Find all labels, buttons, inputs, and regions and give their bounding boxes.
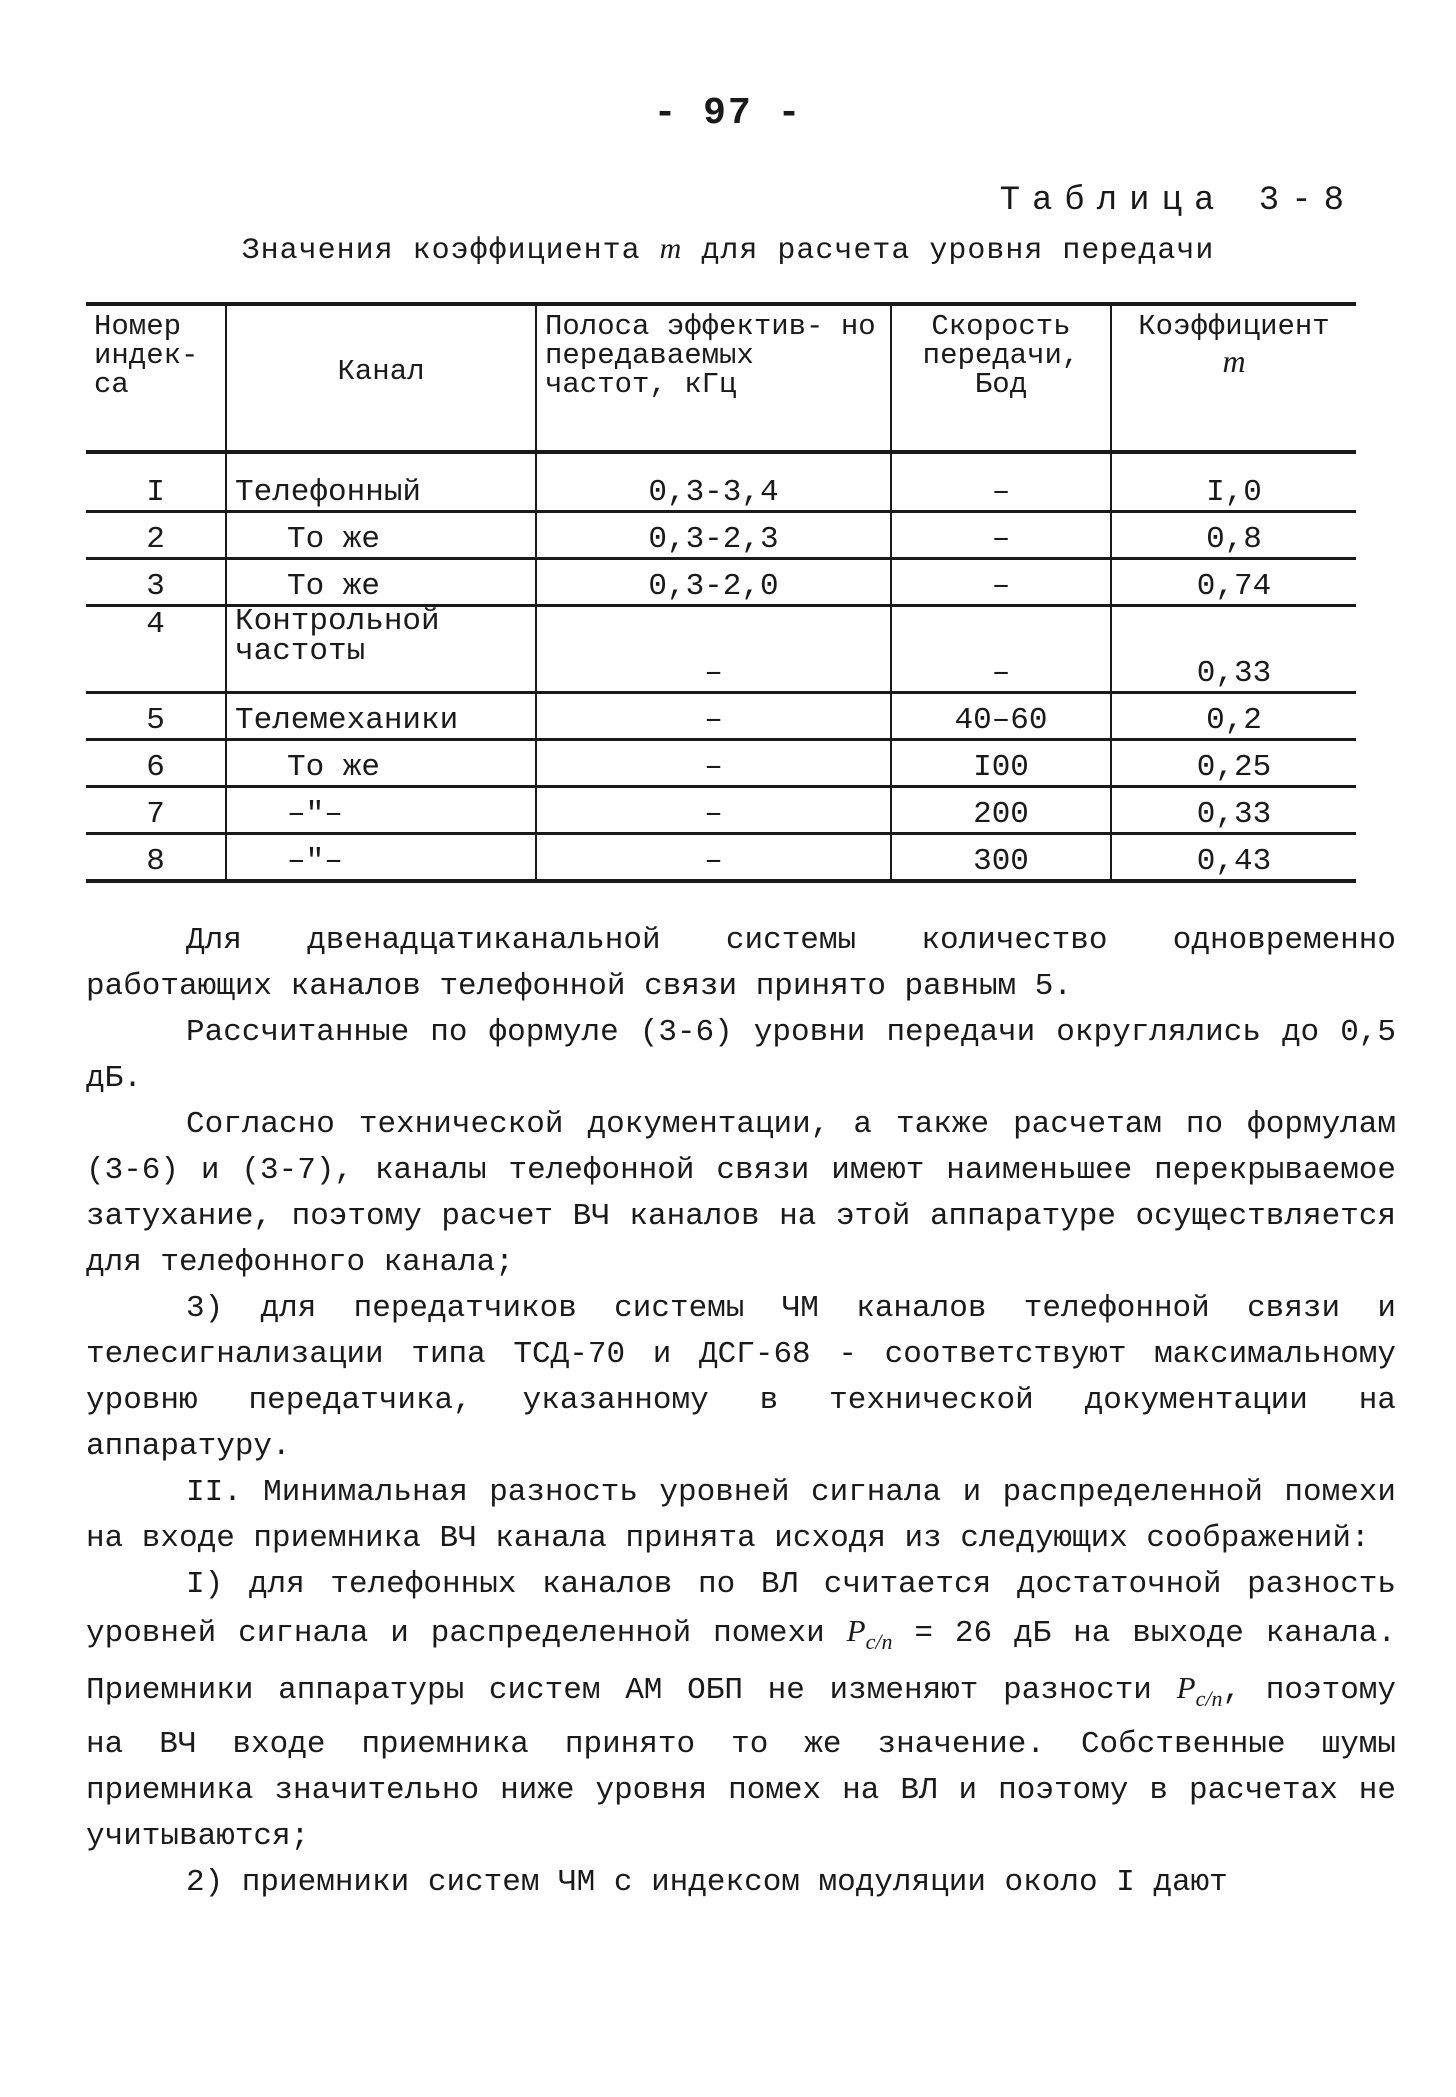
cell-index: 8 xyxy=(86,834,226,882)
header-coef xyxy=(1111,304,1356,452)
cell-speed: – xyxy=(891,452,1111,512)
paragraph: 2) приемники систем ЧМ с индексом модуляции около I дают xyxy=(186,1865,1228,1900)
cell-band: 0,3-2,3 xyxy=(536,512,891,559)
cell-index: 5 xyxy=(86,693,226,740)
header-coef-text: Коэффициент xyxy=(1138,310,1330,343)
header-band: Полоса эффектив- но передаваемых частот, кГц xyxy=(536,304,891,452)
cell-band: 0,3-3,4 xyxy=(536,452,891,512)
table-row xyxy=(86,452,1356,512)
cell-index: 4 xyxy=(86,606,226,693)
formula-subscript: c/n xyxy=(1195,1686,1223,1711)
header-coef-symbol: m xyxy=(1222,343,1246,379)
paragraph xyxy=(86,1562,1396,1860)
cell-channel: Контрольной частоты xyxy=(226,606,536,693)
cell-band: – xyxy=(536,740,891,787)
cell-band: – xyxy=(536,693,891,740)
paragraph: Для двенадцатиканальной системы количество одновременно работающих каналов телефонной связи принято равным 5. xyxy=(86,923,1396,1004)
caption-symbol: m xyxy=(659,232,683,265)
cell-coef: 0,74 xyxy=(1111,559,1356,606)
paragraph-text: I) для телефонных каналов по ВЛ считается достаточной разность уровней сигнала и распределенной помехи xyxy=(86,1567,1396,1651)
page-number: - 97 - xyxy=(653,92,803,135)
formula-symbol: P xyxy=(846,1613,866,1648)
table-row xyxy=(86,606,1356,693)
cell-speed: 300 xyxy=(891,834,1111,882)
paragraph: II. Минимальная разность уровней сигнала и распределенной помехи на входе приемника ВЧ канала принята исходя из следующих соображений: xyxy=(86,1475,1396,1556)
header-channel xyxy=(226,304,536,452)
table-row xyxy=(86,787,1356,834)
table-label: Таблица 3-8 xyxy=(999,182,1356,220)
table-header-row xyxy=(86,304,1356,452)
cell-channel: Телемеханики xyxy=(226,693,536,740)
table-row xyxy=(86,740,1356,787)
cell-coef: 0,33 xyxy=(1111,606,1356,693)
paragraph: Согласно технической документации, а также расчетам по формулам (3-6) и (3-7), каналы телефонной связи имеют наименьшее перекрываемое затухание, поэтому расчет ВЧ каналов на этой аппаратуре осуществляется для телефонного канала; xyxy=(86,1107,1396,1280)
table-row xyxy=(86,693,1356,740)
table-row xyxy=(86,559,1356,606)
table-caption xyxy=(0,232,1456,268)
cell-channel: То же xyxy=(226,512,536,559)
cell-index: 2 xyxy=(86,512,226,559)
paragraph: Рассчитанные по формуле (3-6) уровни передачи округлялись до 0,5 дБ. xyxy=(86,1015,1396,1096)
cell-index: I xyxy=(86,452,226,512)
cell-channel: –"– xyxy=(226,834,536,882)
header-speed: Скорость передачи, Бод xyxy=(891,304,1111,452)
header-channel-text: Канал xyxy=(337,354,425,388)
body-text xyxy=(86,918,1396,1906)
cell-channel: Телефонный xyxy=(226,452,536,512)
cell-coef: 0,43 xyxy=(1111,834,1356,882)
cell-speed: I00 xyxy=(891,740,1111,787)
header-index: Номер индек- са xyxy=(86,304,226,452)
paragraph-text: = 26 дБ на выходе канала. Приемники аппаратуры систем АМ ОБП не изменяют разности xyxy=(86,1616,1397,1708)
formula-subscript: c/n xyxy=(865,1629,893,1654)
cell-speed: – xyxy=(891,606,1111,693)
cell-coef: 0,2 xyxy=(1111,693,1356,740)
cell-coef: 0,33 xyxy=(1111,787,1356,834)
table-row xyxy=(86,512,1356,559)
cell-speed: 40–60 xyxy=(891,693,1111,740)
cell-index: 7 xyxy=(86,787,226,834)
cell-channel: –"– xyxy=(226,787,536,834)
cell-speed: 200 xyxy=(891,787,1111,834)
cell-band: – xyxy=(536,606,891,693)
cell-band: 0,3-2,0 xyxy=(536,559,891,606)
cell-speed: – xyxy=(891,512,1111,559)
table-row xyxy=(86,834,1356,882)
cell-index: 6 xyxy=(86,740,226,787)
cell-channel: То же xyxy=(226,559,536,606)
coefficient-table xyxy=(86,302,1356,883)
caption-text-pre: Значения коэффициента xyxy=(241,234,641,268)
caption-text-post: для расчета уровня передачи xyxy=(701,234,1215,268)
cell-index: 3 xyxy=(86,559,226,606)
cell-coef: 0,8 xyxy=(1111,512,1356,559)
cell-coef: 0,25 xyxy=(1111,740,1356,787)
formula-symbol: P xyxy=(1176,1670,1196,1705)
cell-band: – xyxy=(536,787,891,834)
cell-band: – xyxy=(536,834,891,882)
cell-coef: I,0 xyxy=(1111,452,1356,512)
cell-channel: То же xyxy=(226,740,536,787)
cell-speed: – xyxy=(891,559,1111,606)
paragraph-text: , поэтому на ВЧ входе приемника принято то же значение. Собственные шумы приемника значительно ниже уровня помех на ВЛ и поэтому в расчетах не учитываются; xyxy=(86,1673,1397,1854)
paragraph: 3) для передатчиков системы ЧМ каналов телефонной связи и телесигнализации типа ТСД-70 и ДСГ-68 - соответствуют максимальному уровню передатчика, указанному в технической документации на аппаратуру. xyxy=(86,1291,1396,1464)
